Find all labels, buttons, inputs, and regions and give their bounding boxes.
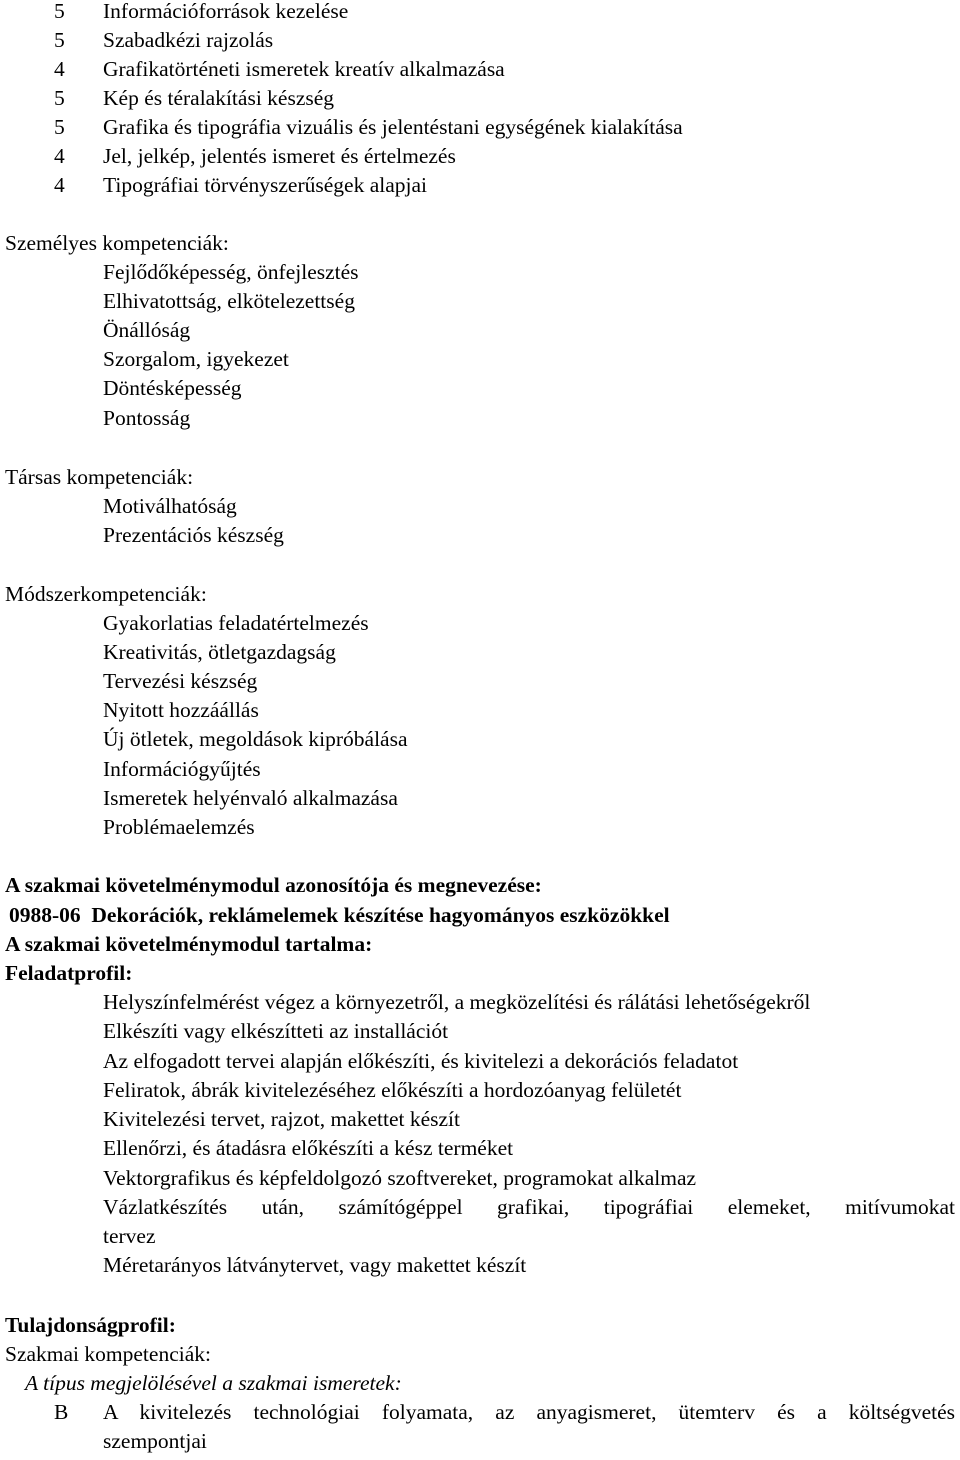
task-item: Kivitelezési tervet, rajzot, makettet készít [103,1107,460,1131]
list-item: Problémaelemzés [103,815,255,839]
list-item: Nyitott hozzáállás [103,698,259,722]
list-item: Fejlődőképesség, önfejlesztés [103,260,359,284]
list-item: Elhivatottság, elkötelezettség [103,289,355,313]
type-letter: B [54,1400,69,1424]
skill-level: 5 [54,115,65,139]
task-item: Az elfogadott tervei alapján előkészíti, és kivitelezi a dekorációs feladatot [103,1049,739,1073]
module-id-heading: A szakmai követelménymodul azonosítója és megnevezése: [5,873,542,897]
task-item-long-cont: tervez [103,1224,156,1248]
type-note: A típus megjelölésével a szakmai ismeretek: [25,1371,402,1395]
skill-level: 5 [54,86,65,110]
type-item-text-cont: szempontjai [103,1429,207,1453]
task-profile-heading: Feladatprofil: [5,961,133,985]
skill-row [0,171,960,200]
list-item: Új ötletek, megoldások kipróbálása [103,727,408,751]
task-item: Elkészíti vagy elkészítteti az installációt [103,1019,449,1043]
task-item: Feliratok, ábrák kivitelezéséhez előkészíti a hordozóanyag felületét [103,1078,682,1102]
module-id-line: 0988-06 Dekorációk, reklámelemek készítése hagyományos eszközökkel [9,903,670,927]
task-item: Vektorgrafikus és képfeldolgozó szoftvereket, programokat alkalmaz [103,1166,697,1190]
list-item: Kreativitás, ötletgazdagság [103,640,336,664]
skill-text: Grafikatörténeti ismeretek kreatív alkalmazása [103,57,505,81]
skill-row [0,55,960,84]
skill-level: 4 [54,144,65,168]
skill-row [0,142,960,171]
task-item: Ellenőrzi, és átadásra előkészíti a kész terméket [103,1136,514,1160]
skill-text: Tipográfiai törvényszerűségek alapjai [103,173,427,197]
skill-level: 4 [54,57,65,81]
list-item: Pontosság [103,406,191,430]
task-item-long: Vázlatkészítés után, számítógéppel grafikai, tipográfiai elemeket, mitívumokat [103,1195,955,1219]
type-item-text: A kivitelezés technológiai folyamata, az anyagismeret, ütemterv és a költségvetés [103,1400,955,1424]
social-heading: Társas kompetenciák: [5,465,194,489]
skill-row [0,113,960,142]
list-item: Prezentációs készség [103,523,284,547]
list-item: Motiválhatóság [103,494,237,518]
professional-competencies-heading: Szakmai kompetenciák: [5,1342,211,1366]
skill-text: Jel, jelkép, jelentés ismeret és értelmezés [103,144,456,168]
list-item: Tervezési készség [103,669,258,693]
skill-text: Információforrások kezelése [103,0,349,23]
skill-row [0,0,960,26]
list-item: Gyakorlatias feladatértelmezés [103,611,369,635]
list-item: Információgyűjtés [103,757,261,781]
personal-heading: Személyes kompetenciák: [5,231,229,255]
skill-level: 4 [54,173,65,197]
method-heading: Módszerkompetenciák: [5,582,207,606]
skill-text: Szabadkézi rajzolás [103,28,274,52]
skill-text: Grafika és tipográfia vizuális és jelentéstani egységének kialakítása [103,115,683,139]
list-item: Ismeretek helyénvaló alkalmazása [103,786,398,810]
module-content-heading: A szakmai követelménymodul tartalma: [5,932,373,956]
skill-row [0,26,960,55]
list-item: Önállóság [103,318,191,342]
property-profile-heading: Tulajdonságprofil: [5,1313,176,1337]
skill-level: 5 [54,28,65,52]
list-item: Döntésképesség [103,376,242,400]
skill-text: Kép és téralakítási készség [103,86,335,110]
task-item: Méretarányos látványtervet, vagy makettet készít [103,1253,527,1277]
skill-row [0,84,960,113]
list-item: Szorgalom, igyekezet [103,347,289,371]
task-item: Helyszínfelmérést végez a környezetről, a megközelítési és rálátási lehetőségekről [103,990,811,1014]
skill-level: 5 [54,0,65,23]
